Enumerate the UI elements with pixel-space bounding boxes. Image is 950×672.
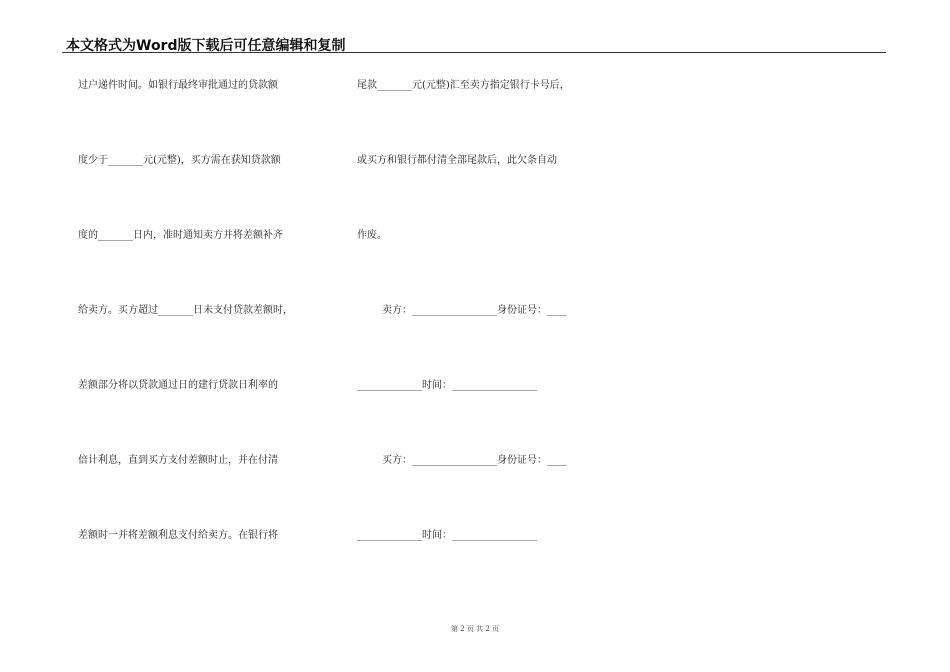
left-paragraph-line: 差额时一并将差额利息支付给卖方。在银行将 (78, 530, 278, 541)
left-paragraph-line: 倍计利息，直到买方支付差额时止，并在付清 (78, 455, 278, 466)
right-paragraph-line: 或买方和银行都付清全部尾款后，此欠条自动 (357, 155, 557, 166)
right-paragraph-line: 尾款_______元(元整)汇至卖方指定银行卡号后， (357, 80, 570, 91)
page-number: 第 2 页 共 2 页 (450, 625, 500, 633)
left-paragraph-line: 过户递件时间。如银行最终审批通过的贷款额 (78, 80, 278, 91)
right-paragraph-line: 作废。 (357, 230, 387, 241)
seller-signature-line: 卖方：_________________身份证号：____ (382, 305, 567, 316)
document-header-title: 本文格式为Word版下载后可任意编辑和复制 (66, 38, 346, 54)
left-paragraph-line: 给卖方。买方超过_______日未支付贷款差额时， (78, 305, 293, 316)
header-divider (62, 52, 886, 53)
buyer-date-line: _____________时间：_________________ (357, 530, 537, 541)
left-paragraph-line: 差额部分将以贷款通过日的建行贷款日利率的 (78, 380, 278, 391)
left-paragraph-line: 度的_______日内，准时通知卖方并将差额补齐 (78, 230, 283, 241)
left-paragraph-line: 度少于_______元(元整)，买方需在获知贷款额 (78, 155, 281, 166)
seller-date-line: _____________时间：_________________ (357, 380, 537, 391)
buyer-signature-line: 买方：_________________身份证号：____ (382, 455, 567, 466)
